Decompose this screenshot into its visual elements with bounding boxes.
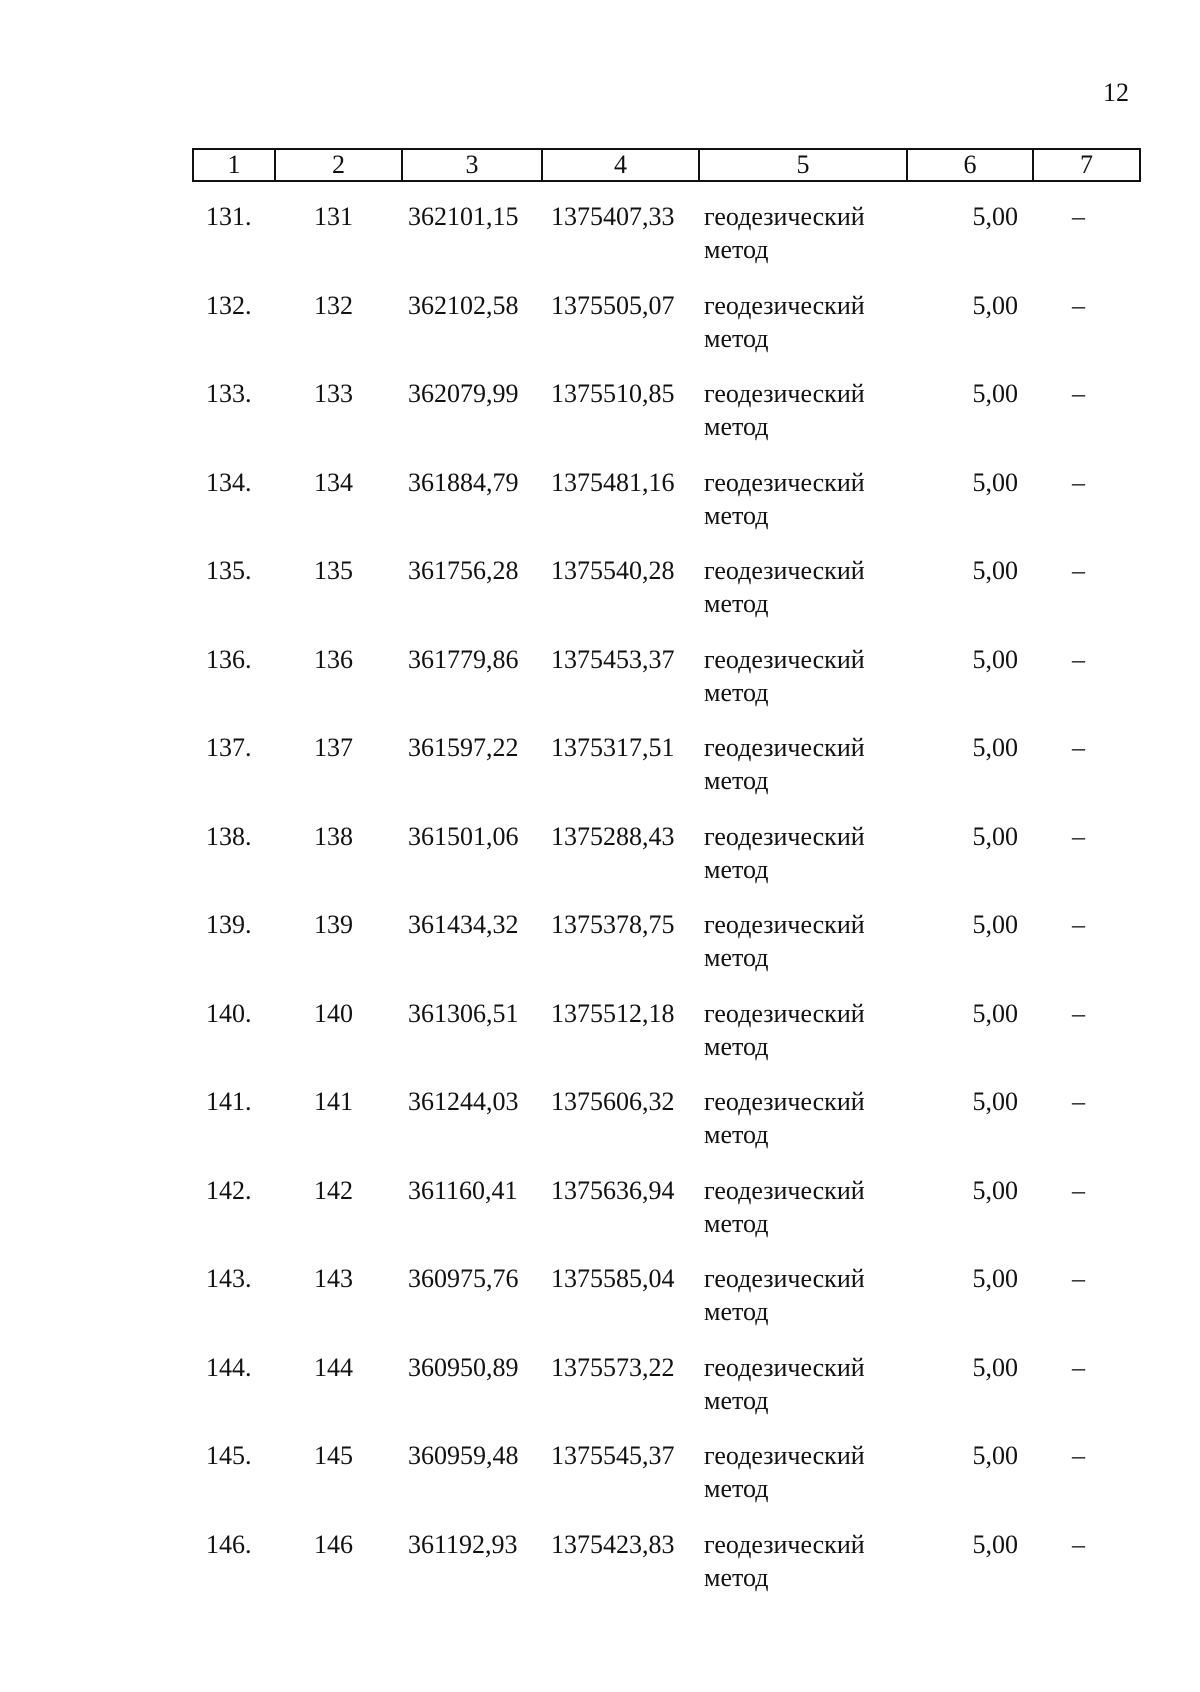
point-number-cell: 145 [314, 1441, 353, 1470]
point-number-cell: 135 [314, 556, 353, 585]
point-number-cell: 142 [314, 1175, 353, 1205]
note-cell: – [1072, 1175, 1085, 1205]
method-text: метод [704, 323, 769, 353]
y-coordinate-cell: 1375545,37 [551, 1441, 675, 1470]
table-row [0, 643, 1200, 732]
method-text: геодезический [704, 910, 865, 939]
x-coordinate-cell: 361434,32 [408, 910, 519, 939]
accuracy-cell: 5,00 [972, 1529, 1018, 1559]
y-coordinate-cell: 1375481,16 [551, 467, 675, 497]
x-coordinate-cell: 360975,76 [408, 1264, 519, 1293]
note-cell: – [1072, 733, 1085, 762]
accuracy-cell: 5,00 [972, 733, 1018, 762]
method-cell [704, 554, 904, 620]
row-number-cell: 142. [206, 1175, 252, 1205]
table-row [0, 1528, 1200, 1617]
accuracy-cell: 5,00 [972, 1264, 1018, 1293]
x-coordinate-cell: 361597,22 [408, 733, 519, 762]
method-text: геодезический [704, 379, 865, 408]
method-text: метод [704, 1297, 769, 1326]
table-row [0, 997, 1200, 1086]
method-text: геодезический [704, 1441, 865, 1470]
method-text: геодезический [704, 644, 865, 674]
note-cell: – [1072, 821, 1085, 851]
accuracy-cell: 5,00 [972, 556, 1018, 585]
method-text: геодезический [704, 998, 865, 1028]
x-coordinate-cell: 360959,48 [408, 1441, 519, 1470]
x-coordinate-cell: 362101,15 [408, 202, 519, 231]
point-number-cell: 137 [314, 733, 353, 762]
method-text: геодезический [704, 1529, 865, 1559]
method-cell [704, 1351, 904, 1417]
row-number-cell: 131. [206, 202, 252, 231]
y-coordinate-cell: 1375540,28 [551, 556, 675, 585]
row-number-cell: 134. [206, 467, 252, 497]
header-col-2: 2 [275, 149, 402, 181]
x-coordinate-cell: 360950,89 [408, 1352, 519, 1382]
column-number-header [192, 148, 1141, 182]
row-number-cell: 135. [206, 556, 252, 585]
table-row [0, 820, 1200, 909]
accuracy-cell: 5,00 [972, 1441, 1018, 1470]
row-number-cell: 133. [206, 379, 252, 408]
y-coordinate-cell: 1375407,33 [551, 202, 675, 231]
method-text: геодезический [704, 556, 865, 585]
accuracy-cell: 5,00 [972, 202, 1018, 231]
point-number-cell: 141 [314, 1087, 353, 1116]
method-text: геодезический [704, 1352, 865, 1382]
row-number-cell: 141. [206, 1087, 252, 1116]
method-text: метод [704, 235, 769, 264]
accuracy-cell: 5,00 [972, 644, 1018, 674]
accuracy-cell: 5,00 [972, 467, 1018, 497]
x-coordinate-cell: 361160,41 [408, 1175, 518, 1205]
header-col-4: 4 [542, 149, 699, 181]
note-cell: – [1072, 644, 1085, 674]
row-number-cell: 136. [206, 644, 252, 674]
table-row [0, 289, 1200, 378]
x-coordinate-cell: 361779,86 [408, 644, 519, 674]
point-number-cell: 133 [314, 379, 353, 408]
x-coordinate-cell: 362102,58 [408, 290, 519, 320]
note-cell: – [1072, 1087, 1085, 1116]
coordinate-table-body [0, 200, 1200, 1616]
y-coordinate-cell: 1375636,94 [551, 1175, 675, 1205]
y-coordinate-cell: 1375510,85 [551, 379, 675, 408]
point-number-cell: 143 [314, 1264, 353, 1293]
y-coordinate-cell: 1375573,22 [551, 1352, 675, 1382]
x-coordinate-cell: 361884,79 [408, 467, 519, 497]
y-coordinate-cell: 1375585,04 [551, 1264, 675, 1293]
row-number-cell: 146. [206, 1529, 252, 1559]
method-cell [704, 1262, 904, 1328]
x-coordinate-cell: 362079,99 [408, 379, 519, 408]
accuracy-cell: 5,00 [972, 910, 1018, 939]
note-cell: – [1072, 202, 1085, 231]
method-text: метод [704, 677, 769, 707]
y-coordinate-cell: 1375378,75 [551, 910, 675, 939]
y-coordinate-cell: 1375512,18 [551, 998, 675, 1028]
method-text: метод [704, 854, 769, 884]
method-text: геодезический [704, 290, 865, 320]
method-cell [704, 908, 904, 974]
method-text: метод [704, 589, 769, 618]
method-text: метод [704, 1562, 769, 1592]
method-text: метод [704, 1031, 769, 1061]
header-col-6: 6 [907, 149, 1033, 181]
y-coordinate-cell: 1375288,43 [551, 821, 675, 851]
row-number-cell: 132. [206, 290, 252, 320]
point-number-cell: 144 [314, 1352, 353, 1382]
method-text: геодезический [704, 1264, 865, 1293]
note-cell: – [1072, 998, 1085, 1028]
point-number-cell: 132 [314, 290, 353, 320]
method-cell [704, 289, 904, 355]
table-row [0, 1174, 1200, 1263]
method-cell [704, 731, 904, 797]
header-col-3: 3 [402, 149, 542, 181]
method-cell [704, 643, 904, 709]
x-coordinate-cell: 361756,28 [408, 556, 519, 585]
method-text: геодезический [704, 1087, 865, 1116]
accuracy-cell: 5,00 [972, 821, 1018, 851]
table-row [0, 377, 1200, 466]
method-text: метод [704, 412, 769, 441]
method-text: метод [704, 943, 769, 972]
note-cell: – [1072, 467, 1085, 497]
note-cell: – [1072, 1352, 1085, 1382]
method-cell [704, 377, 904, 443]
method-text: метод [704, 766, 769, 795]
method-text: метод [704, 1474, 769, 1503]
row-number-cell: 137. [206, 733, 252, 762]
y-coordinate-cell: 1375505,07 [551, 290, 675, 320]
note-cell: – [1072, 290, 1085, 320]
point-number-cell: 146 [314, 1529, 353, 1559]
y-coordinate-cell: 1375317,51 [551, 733, 675, 762]
table-row [0, 466, 1200, 555]
method-cell [704, 1528, 904, 1594]
method-cell [704, 1085, 904, 1151]
accuracy-cell: 5,00 [972, 290, 1018, 320]
table-row [0, 1262, 1200, 1351]
accuracy-cell: 5,00 [972, 1087, 1018, 1116]
table-row [0, 1085, 1200, 1174]
x-coordinate-cell: 361501,06 [408, 821, 519, 851]
row-number-cell: 143. [206, 1264, 252, 1293]
row-number-cell: 139. [206, 910, 252, 939]
point-number-cell: 140 [314, 998, 353, 1028]
note-cell: – [1072, 1264, 1085, 1293]
table-row [0, 1351, 1200, 1440]
method-cell [704, 1439, 904, 1505]
y-coordinate-cell: 1375453,37 [551, 644, 675, 674]
note-cell: – [1072, 910, 1085, 939]
method-cell [704, 820, 904, 886]
x-coordinate-cell: 361306,51 [408, 998, 519, 1028]
y-coordinate-cell: 1375606,32 [551, 1087, 675, 1116]
header-col-1: 1 [193, 149, 275, 181]
x-coordinate-cell: 361244,03 [408, 1087, 519, 1116]
method-cell [704, 997, 904, 1063]
point-number-cell: 138 [314, 821, 353, 851]
table-row [0, 200, 1200, 289]
x-coordinate-cell: 361192,93 [408, 1529, 518, 1559]
method-cell [704, 466, 904, 532]
method-cell [704, 200, 904, 266]
method-cell [704, 1174, 904, 1240]
note-cell: – [1072, 379, 1085, 408]
method-text: геодезический [704, 821, 865, 851]
accuracy-cell: 5,00 [972, 379, 1018, 408]
table-row [0, 731, 1200, 820]
method-text: метод [704, 1120, 769, 1149]
accuracy-cell: 5,00 [972, 998, 1018, 1028]
row-number-cell: 140. [206, 998, 252, 1028]
page-number: 12 [1103, 78, 1129, 107]
row-number-cell: 145. [206, 1441, 252, 1470]
row-number-cell: 144. [206, 1352, 252, 1382]
method-text: метод [704, 500, 769, 530]
note-cell: – [1072, 1529, 1085, 1559]
header-col-7: 7 [1033, 149, 1140, 181]
header-col-5: 5 [699, 149, 907, 181]
point-number-cell: 134 [314, 467, 353, 497]
method-text: геодезический [704, 202, 865, 231]
note-cell: – [1072, 1441, 1085, 1470]
point-number-cell: 139 [314, 910, 353, 939]
point-number-cell: 136 [314, 644, 353, 674]
table-row [0, 1439, 1200, 1528]
accuracy-cell: 5,00 [972, 1175, 1018, 1205]
note-cell: – [1072, 556, 1085, 585]
point-number-cell: 131 [314, 202, 353, 231]
method-text: метод [704, 1385, 769, 1415]
table-row [0, 554, 1200, 643]
row-number-cell: 138. [206, 821, 252, 851]
y-coordinate-cell: 1375423,83 [551, 1529, 675, 1559]
table-row [0, 908, 1200, 997]
method-text: геодезический [704, 1175, 865, 1205]
method-text: метод [704, 1208, 769, 1238]
method-text: геодезический [704, 467, 865, 497]
method-text: геодезический [704, 733, 865, 762]
accuracy-cell: 5,00 [972, 1352, 1018, 1382]
